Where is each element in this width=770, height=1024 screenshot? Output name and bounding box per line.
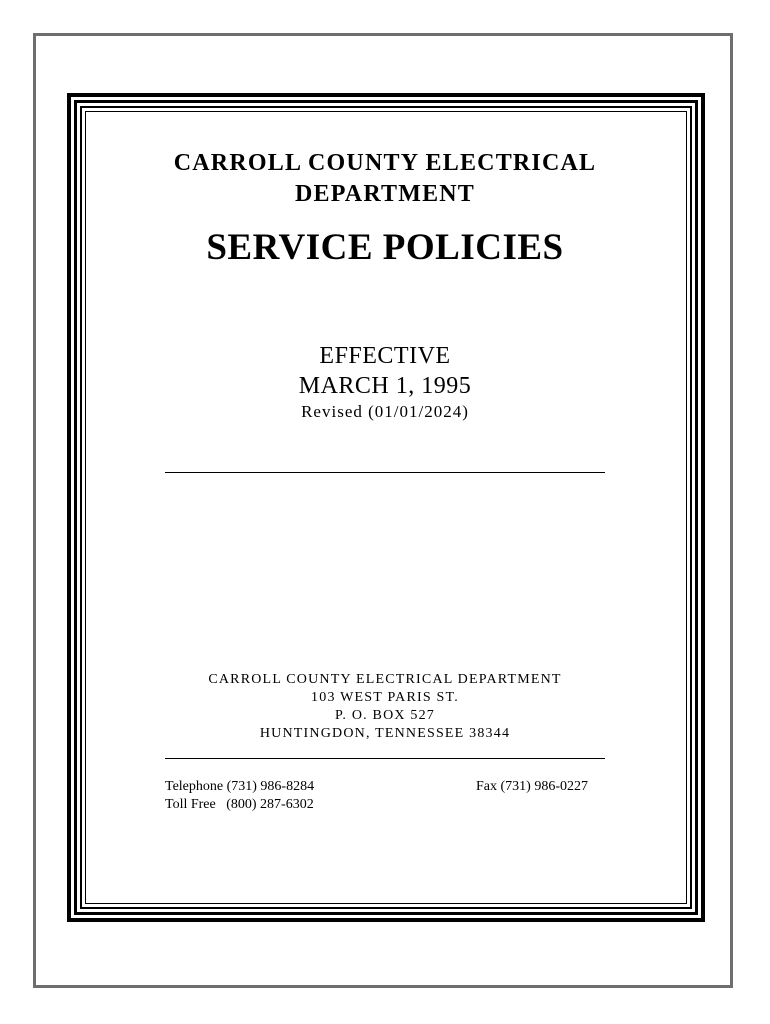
organization-name-line2: DEPARTMENT — [294, 181, 476, 207]
document-title: SERVICE POLICIES — [206, 227, 564, 268]
organization-heading — [0, 148, 770, 210]
telephone-number: Telephone (731) 986-8284 — [165, 779, 315, 794]
divider-line — [165, 472, 605, 473]
fax-number: Fax (731) 986-0227 — [476, 779, 588, 794]
effective-date: MARCH 1, 1995 — [298, 373, 472, 399]
toll-free-number: Toll Free (800) 287-6302 — [165, 797, 314, 812]
address-po-box: P. O. BOX 527 — [334, 708, 435, 723]
effective-label: EFFECTIVE — [319, 343, 451, 369]
divider-line — [165, 758, 605, 759]
address-street: 103 WEST PARIS ST. — [311, 690, 459, 705]
revised-date: Revised (01/01/2024) — [301, 402, 469, 421]
address-city-state-zip: HUNTINGDON, TENNESSEE 38344 — [259, 726, 511, 741]
decorative-border-frame — [67, 93, 705, 922]
organization-name-line1: CARROLL COUNTY ELECTRICAL — [173, 150, 597, 176]
address-organization: CARROLL COUNTY ELECTRICAL DEPARTMENT — [208, 672, 562, 687]
